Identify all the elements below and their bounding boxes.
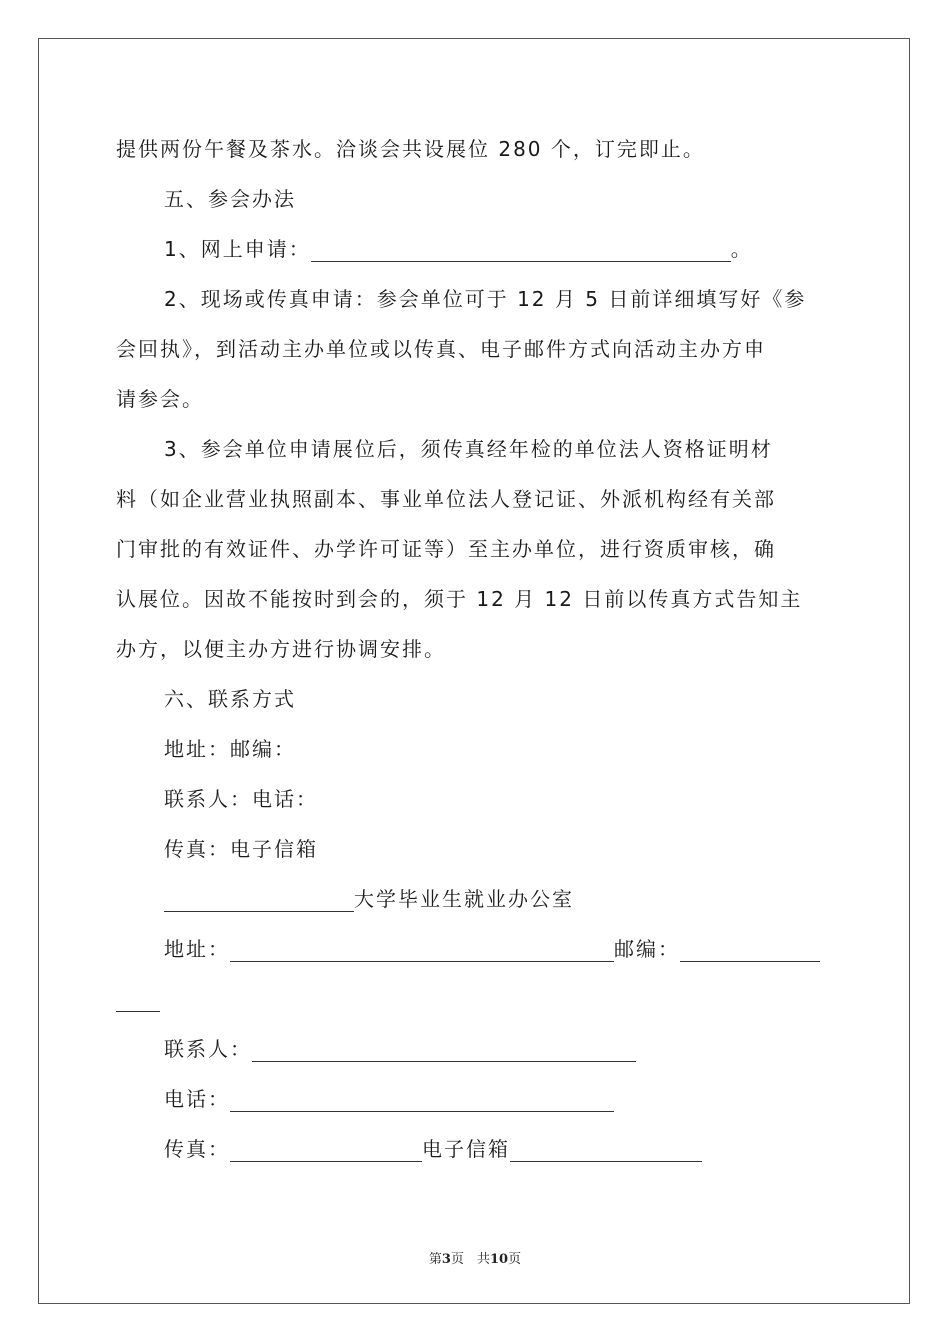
phone-form-line xyxy=(116,1074,836,1124)
email-label: 电子信箱 xyxy=(422,1137,510,1161)
contact-fax-line: 传真：电子信箱 xyxy=(164,837,318,861)
page-footer xyxy=(0,1248,950,1267)
paragraph-line: 料（如企业营业执照副本、事业单位法人登记证、外派机构经有关部 xyxy=(116,487,776,511)
section-heading-6: 六、联系方式 xyxy=(164,687,296,711)
zip-continuation-line xyxy=(116,974,836,1024)
paragraph-line: 门审批的有效证件、办学许可证等）至主办单位，进行资质审核，确 xyxy=(116,537,776,561)
fax-email-form-line xyxy=(116,1124,836,1174)
online-apply-label: 1、网上申请： xyxy=(164,237,311,261)
section-heading-5: 五、参会办法 xyxy=(164,187,296,211)
footer-page-mid: 页 共 xyxy=(450,1252,490,1267)
phone-blank xyxy=(230,1081,614,1112)
address-form-line xyxy=(116,924,836,974)
online-apply-end: 。 xyxy=(730,237,753,261)
address-label: 地址： xyxy=(164,937,230,961)
document-body xyxy=(116,124,836,1174)
zip-label: 邮编： xyxy=(614,937,680,961)
paragraph-line: 办方，以便主办方进行协调安排。 xyxy=(116,637,446,661)
fax-label: 传真： xyxy=(164,1137,230,1161)
contact-address-line: 地址：邮编： xyxy=(164,737,296,761)
fax-blank xyxy=(230,1131,422,1162)
email-blank xyxy=(510,1131,702,1162)
online-apply-blank xyxy=(311,231,731,262)
office-name-line xyxy=(116,874,836,924)
contact-blank xyxy=(252,1031,636,1062)
university-blank xyxy=(164,881,354,912)
footer-total-pages: 10 xyxy=(489,1252,509,1267)
paragraph-line: 认展位。因故不能按时到会的，须于 12 月 12 日前以传真方式告知主 xyxy=(116,587,803,611)
paragraph-line: 3、参会单位申请展位后，须传真经年检的单位法人资格证明材 xyxy=(164,437,773,461)
zip-blank xyxy=(680,931,820,962)
footer-page-suffix: 页 xyxy=(508,1252,522,1267)
address-blank xyxy=(230,931,614,962)
office-name: 大学毕业生就业办公室 xyxy=(354,887,574,911)
phone-label: 电话： xyxy=(164,1087,230,1111)
contact-label: 联系人： xyxy=(164,1037,252,1061)
paragraph-line: 会回执》，到活动主办单位或以传真、电子邮件方式向活动主办方申 xyxy=(116,337,766,361)
contact-form-line xyxy=(116,1024,836,1074)
paragraph-line: 2、现场或传真申请：参会单位可于 12 月 5 日前详细填写好《参 xyxy=(164,287,807,311)
footer-page-prefix: 第 xyxy=(428,1252,442,1267)
paragraph-line: 请参会。 xyxy=(116,387,204,411)
online-apply-line xyxy=(116,224,836,274)
footer-page-number: 3 xyxy=(441,1252,451,1267)
contact-person-line: 联系人：电话： xyxy=(164,787,318,811)
paragraph-line: 提供两份午餐及茶水。洽谈会共设展位 280 个，订完即止。 xyxy=(116,137,705,161)
zip-blank-continued xyxy=(116,981,160,1012)
